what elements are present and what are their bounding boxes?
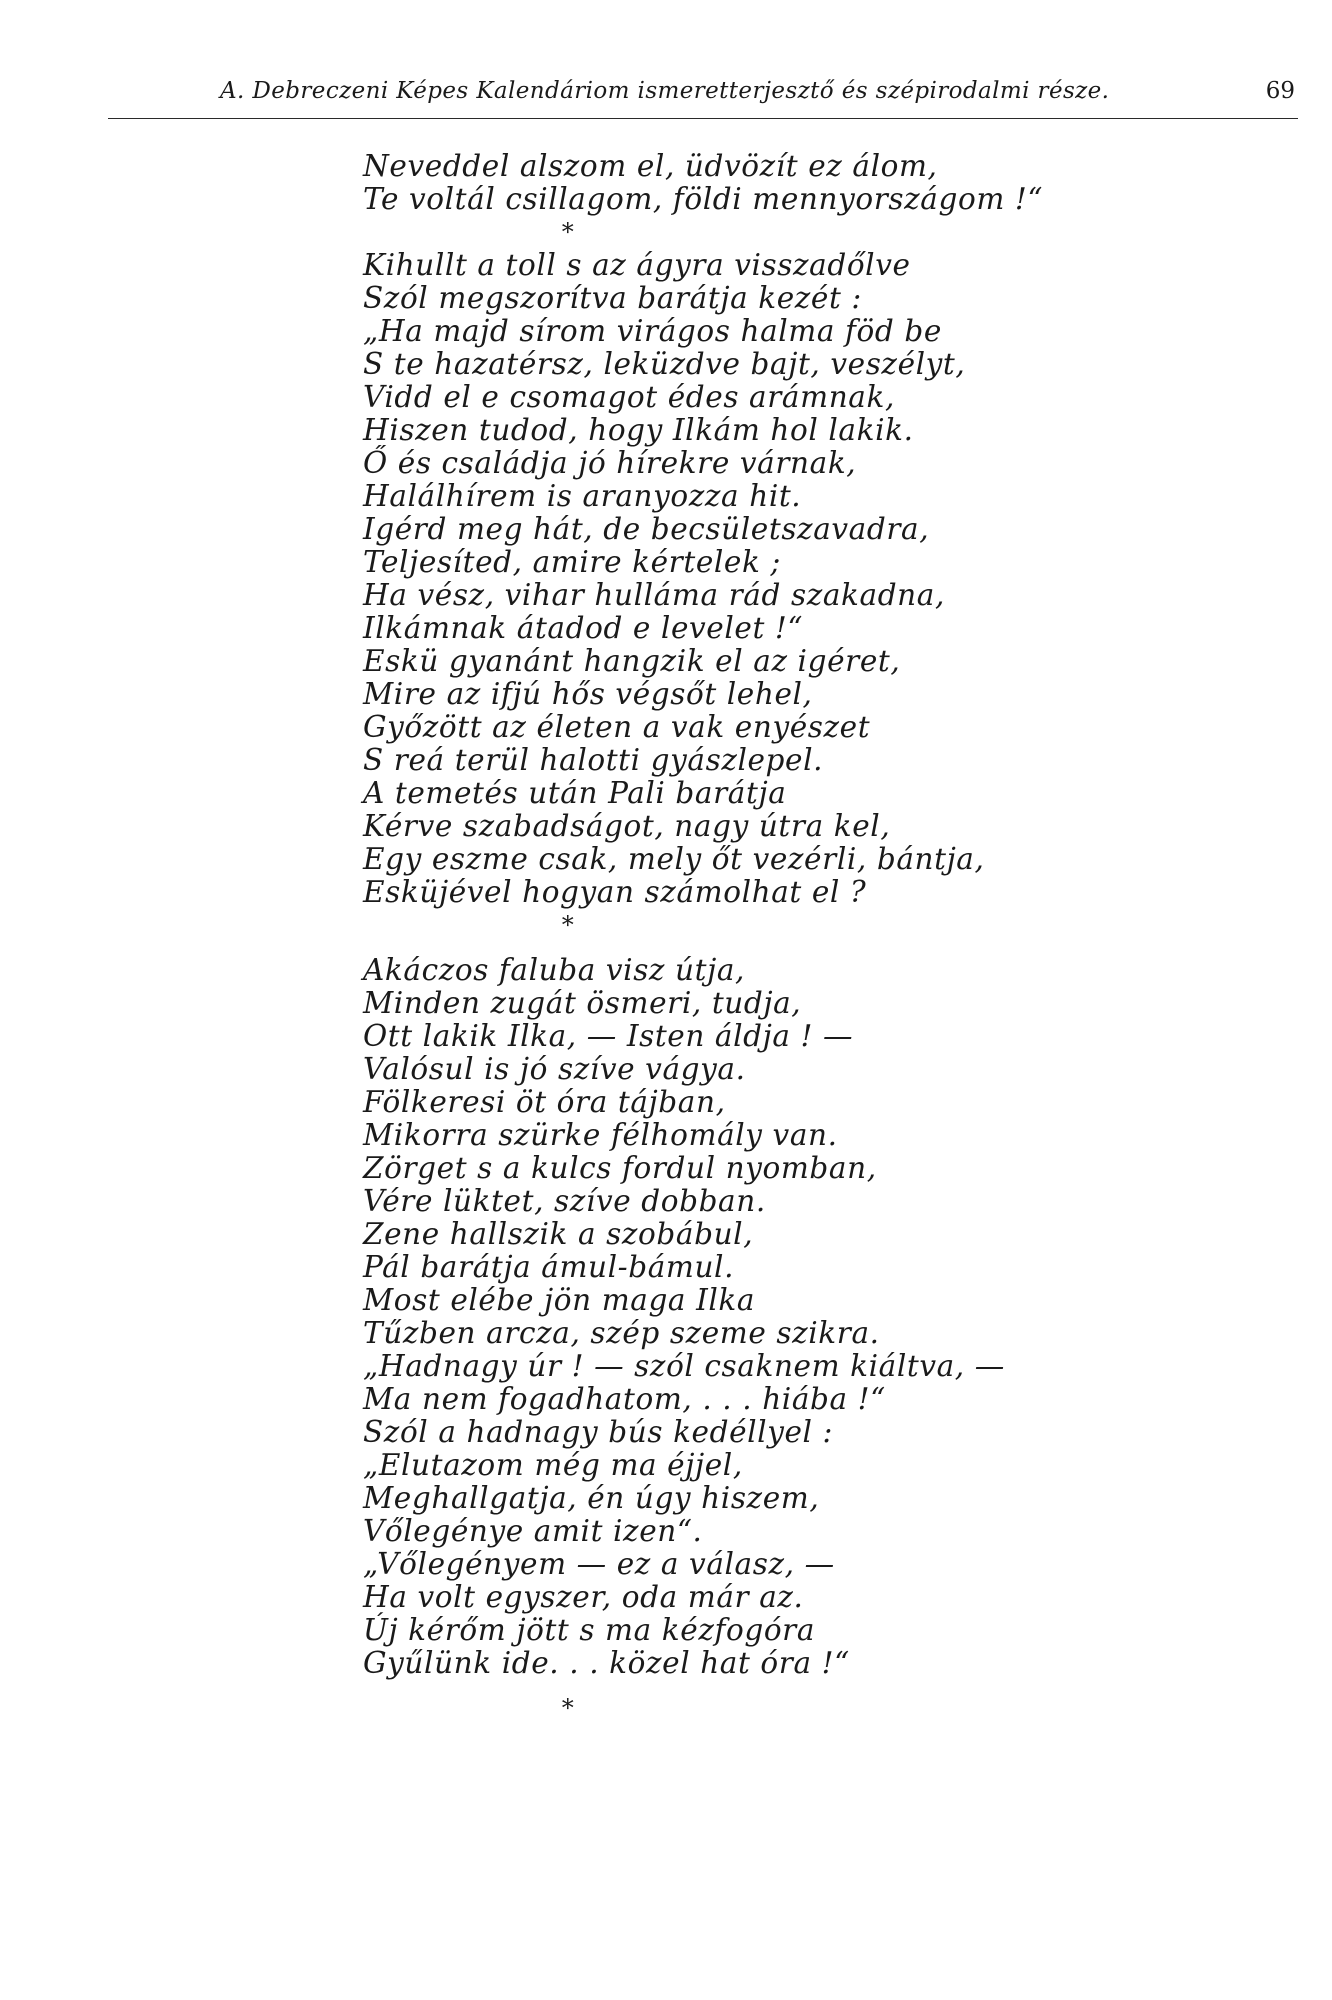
verse-line: „Ha majd sírom virágos halma föd be — [363, 314, 942, 348]
verse-line: Ő és családja jó hírekre várnak, — [363, 446, 857, 480]
verse-line: Ma nem fogadhatom, . . . hiába !“ — [363, 1382, 886, 1416]
verse-line: Új kérőm jött s ma kézfogóra — [363, 1613, 816, 1647]
verse-line: „Elutazom még ma éjjel, — [363, 1448, 743, 1482]
verse-line: Vőlegénye amit izen“. — [363, 1514, 703, 1548]
section-separator: * — [561, 911, 575, 939]
verse-line: Tűzben arcza, szép szeme szikra. — [363, 1316, 880, 1350]
verse-line: Te voltál csillagom, földi mennyországom !“ — [363, 182, 1044, 216]
verse-line: Kérve szabadságot, nagy útra kel, — [363, 809, 891, 843]
verse-line: Meghallgatja, én úgy hiszem, — [363, 1481, 820, 1515]
section-separator: * — [561, 218, 575, 246]
verse-line: Győzött az életen a vak enyészet — [363, 710, 871, 744]
verse-line: Ha vész, vihar hulláma rád szakadna, — [363, 578, 945, 612]
verse-line: Teljesíted, amire kértelek ; — [363, 545, 781, 579]
verse-line: Gyűlünk ide. . . közel hat óra !“ — [363, 1646, 850, 1680]
verse-line: Vére lüktet, szíve dobban. — [363, 1184, 766, 1218]
verse-line: Ha volt egyszer, oda már az. — [363, 1580, 804, 1614]
running-title: A. Debreczeni Képes Kalendáriom ismeretterjesztő és szépirodalmi része. — [220, 78, 1110, 104]
verse-line: „Vőlegényem — ez a válasz, — — [363, 1547, 835, 1581]
verse-line: Szól megszorítva barátja kezét : — [363, 281, 862, 315]
verse-line: Pál barátja ámul-bámul. — [363, 1250, 735, 1284]
verse-line: S te hazatérsz, leküzdve bajt, veszélyt, — [363, 347, 966, 381]
verse-line: Ott lakik Ilka, — Isten áldja ! — — [363, 1019, 854, 1053]
verse-line: S reá terül halotti gyászlepel. — [363, 743, 824, 777]
verse-line: Neveddel alszom el, üdvözít ez álom, — [363, 149, 938, 183]
page-number: 69 — [1265, 78, 1295, 104]
verse-line: Ilkámnak átadod e levelet !“ — [363, 611, 804, 645]
verse-line: „Hadnagy úr ! — szól csaknem kiáltva, — — [363, 1349, 1005, 1383]
verse-line: Kihullt a toll s az ágyra visszadőlve — [363, 248, 911, 282]
verse-line: Zene hallszik a szobábul, — [363, 1217, 754, 1251]
verse-line: Mikorra szürke félhomály van. — [363, 1118, 838, 1152]
running-head — [110, 78, 1295, 112]
verse-line: Hiszen tudod, hogy Ilkám hol lakik. — [363, 413, 914, 447]
verse-line: Mire az ifjú hős végsőt lehel, — [363, 677, 813, 711]
verse-line: Zörget s a kulcs fordul nyomban, — [363, 1151, 877, 1185]
verse-line: Eskü gyanánt hangzik el az igéret, — [363, 644, 901, 678]
poem — [363, 150, 1163, 1725]
verse-line: Szól a hadnagy bús kedéllyel : — [363, 1415, 834, 1449]
verse-line: Akáczos faluba visz útja, — [363, 953, 746, 987]
verse-line: Fölkeresi öt óra tájban, — [363, 1085, 726, 1119]
verse-line: Minden zugát ösmeri, tudja, — [363, 986, 802, 1020]
section-separator: * — [561, 1694, 575, 1722]
verse-line: Esküjével hogyan számolhat el ? — [363, 875, 867, 909]
verse-line: Most elébe jön maga Ilka — [363, 1283, 756, 1317]
verse-line: Halálhírem is aranyozza hit. — [363, 479, 802, 513]
verse-line: Valósul is jó szíve vágya. — [363, 1052, 746, 1086]
verse-line: Egy eszme csak, mely őt vezérli, bántja, — [363, 842, 985, 876]
verse-line: Igérd meg hát, de becsületszavadra, — [363, 512, 930, 546]
header-rule — [108, 118, 1298, 119]
verse-line: A temetés után Pali barátja — [363, 776, 787, 810]
verse-line: Vidd el e csomagot édes arámnak, — [363, 380, 895, 414]
